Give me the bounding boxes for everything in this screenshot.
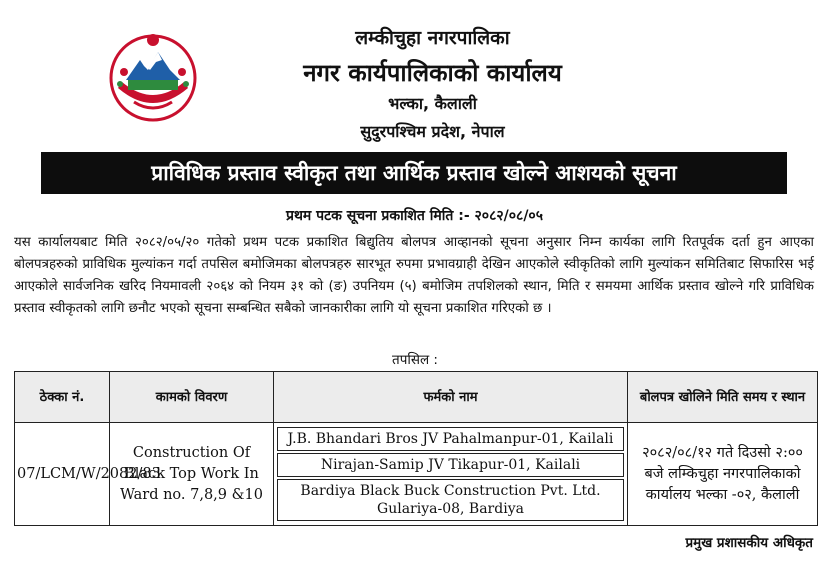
notice-title: प्राविधिक प्रस्ताव स्वीकृत तथा आर्थिक प्रस्ताव खोल्ने आशयको सूचना [41, 152, 787, 194]
header-opening: बोलपत्र खोलिने मिति समय र स्थान [628, 372, 818, 423]
header-contract-no: ठेक्का नं. [15, 372, 110, 423]
header-firm: फर्मको नाम [274, 372, 628, 423]
schedule-label: तपसिल : [392, 352, 438, 368]
header-description: कामको विवरण [110, 372, 274, 423]
firm-name: Bardiya Black Buck Construction Pvt. Ltd. Gulariya-08, Bardiya [277, 479, 624, 521]
office-name: नगर कार्यपालिकाको कार्यालय [303, 59, 562, 87]
tender-table [14, 371, 818, 526]
notice-body: यस कार्यालयबाट मिति २०८२/०५/२० गतेको प्रथम पटक प्रकाशित बिद्युतिय बोलपत्र आव्हानको सूचना अनुसार निम्न कार्यका लागि रितपूर्वक दर्ता हुन आएका बोलपत्रहरुको प्राविधिक मुल्यांकन गर्दा तपसिल बमोजिमका बोलपत्रहरु सारभूत रुपमा प्रभावग्राही देखिन आएकोले स्वीकृतिको लागि मुल्यांकन समितिबाट सिफारिस भई आएकोले सार्वजनिक खरिद नियमावली २०६४ को नियम ३१ को (ङ) उपनियम (५) बमोजिम तपशिलको स्थान, मिति र समयमा आर्थिक प्रस्ताव खोल्ने गरि प्राविधिक प्रस्ताव स्वीकृतको लागि छनौट भएको सूचना सम्बन्धित सबैको जानकारीका लागि यो सूचना प्रकाशित गरिएको छ । [14, 235, 814, 316]
firm-name: J.B. Bhandari Bros JV Pahalmanpur-01, Kailali [277, 427, 624, 451]
work-description-cell: Construction Of Black Top Work In Ward no. 7,8,9 &10 [110, 423, 274, 526]
publish-date: प्रथम पटक सूचना प्रकाशित मिति :- २०८२/०८/०५ [286, 208, 543, 224]
table-row [15, 423, 818, 526]
office-address: भल्का, कैलाली [388, 94, 477, 113]
firm-name: Nirajan-Samip JV Tikapur-01, Kailali [277, 453, 624, 477]
office-province: सुदुरपश्चिम प्रदेश, नेपाल [360, 122, 505, 141]
firm-list-cell [274, 423, 628, 526]
table-header-row [15, 372, 818, 423]
signatory-title: प्रमुख प्रशासकीय अधिकृत [685, 535, 813, 551]
municipality-name: लम्कीचुहा नगरपालिका [355, 27, 510, 49]
contract-no-cell: 07/LCM/W/2082/83 [15, 423, 110, 526]
bid-opening-cell: २०८२/०८/१२ गते दिउसो २:०० बजे लम्किचुहा नगरपालिकाको कार्यालय भल्का -०२, कैलाली [628, 423, 818, 526]
